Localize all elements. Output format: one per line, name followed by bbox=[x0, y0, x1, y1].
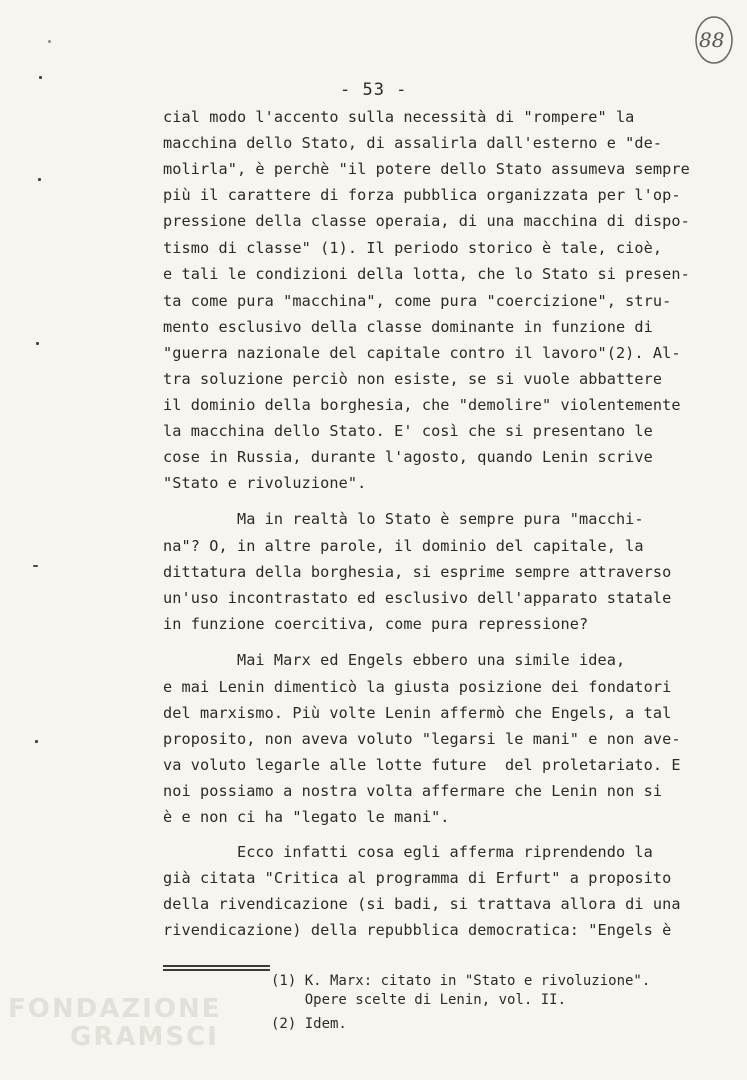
margin-dash bbox=[33, 565, 38, 567]
text-line: "guerra nazionale del capitale contro il lavoro"(2). Al- bbox=[163, 344, 681, 362]
text-line: ta come pura "macchina", come pura "coercizione", stru- bbox=[163, 292, 672, 310]
text-line: Mai Marx ed Engels ebbero una simile idea, bbox=[163, 651, 626, 669]
text-line: "Stato e rivoluzione". bbox=[163, 474, 367, 492]
text-line: Ma in realtà lo Stato è sempre pura "macchi- bbox=[163, 510, 644, 528]
archive-watermark bbox=[8, 995, 221, 1051]
text-line: cose in Russia, durante l'agosto, quando Lenin scrive bbox=[163, 448, 653, 466]
text-line: pressione della classe operaia, di una macchina di dispo- bbox=[163, 212, 690, 230]
footnote-1: (1) K. Marx: citato in "Stato e rivoluzione". bbox=[271, 973, 651, 989]
footnote-2: (2) Idem. bbox=[271, 1016, 347, 1032]
margin-dot bbox=[35, 740, 38, 743]
handwritten-number: 88 bbox=[699, 28, 725, 52]
footnote-1-continued: Opere scelte di Lenin, vol. II. bbox=[271, 992, 567, 1008]
text-line: cial modo l'accento sulla necessità di "rompere" la bbox=[163, 108, 635, 126]
text-line: è e non ci ha "legato le mani". bbox=[163, 808, 450, 826]
text-line: na"? O, in altre parole, il dominio del capitale, la bbox=[163, 537, 644, 555]
text-line: molirla", è perchè "il potere dello Stato assumeva sempre bbox=[163, 160, 690, 178]
text-line: più il carattere di forza pubblica organizzata per l'op- bbox=[163, 186, 681, 204]
margin-dot bbox=[36, 342, 39, 345]
text-line: il dominio della borghesia, che "demolire" violentemente bbox=[163, 396, 681, 414]
text-line: tismo di classe" (1). Il periodo storico è tale, cioè, bbox=[163, 239, 663, 257]
text-line: rivendicazione) della repubblica democratica: "Engels è bbox=[163, 921, 672, 939]
page-number: - 53 - bbox=[340, 80, 408, 100]
text-line: del marxismo. Più volte Lenin affermò che Engels, a tal bbox=[163, 704, 672, 722]
text-line: e mai Lenin dimenticò la giusta posizione dei fondatori bbox=[163, 678, 672, 696]
text-line: in funzione coercitiva, come pura repressione? bbox=[163, 615, 589, 633]
margin-dot bbox=[39, 76, 42, 79]
margin-dot bbox=[38, 178, 41, 181]
text-line: dittatura della borghesia, si esprime sempre attraverso bbox=[163, 563, 672, 581]
footnote-rule bbox=[163, 965, 270, 967]
text-line: noi possiamo a nostra volta affermare che Lenin non si bbox=[163, 782, 663, 800]
text-line: mento esclusivo della classe dominante in funzione di bbox=[163, 318, 653, 336]
watermark-line-1: FONDAZIONE bbox=[8, 994, 222, 1024]
text-line: va voluto legarle alle lotte future del proletariato. E bbox=[163, 756, 681, 774]
text-line: già citata "Critica al programma di Erfurt" a proposito bbox=[163, 869, 672, 887]
footnote-rule bbox=[163, 969, 270, 971]
text-line: della rivendicazione (si badi, si trattava allora di una bbox=[163, 895, 681, 913]
text-line: e tali le condizioni della lotta, che lo Stato si presen- bbox=[163, 265, 690, 283]
watermark-line-2: GRAMSCI bbox=[70, 1022, 219, 1052]
text-line: Ecco infatti cosa egli afferma riprendendo la bbox=[163, 843, 653, 861]
text-line: macchina dello Stato, di assalirla dall'esterno e "de- bbox=[163, 134, 663, 152]
text-line: tra soluzione perciò non esiste, se si vuole abbattere bbox=[163, 370, 663, 388]
margin-dot bbox=[48, 40, 51, 43]
text-line: un'uso incontrastato ed esclusivo dell'apparato statale bbox=[163, 589, 672, 607]
text-line: proposito, non aveva voluto "legarsi le mani" e non ave- bbox=[163, 730, 681, 748]
text-line: la macchina dello Stato. E' così che si presentano le bbox=[163, 422, 653, 440]
